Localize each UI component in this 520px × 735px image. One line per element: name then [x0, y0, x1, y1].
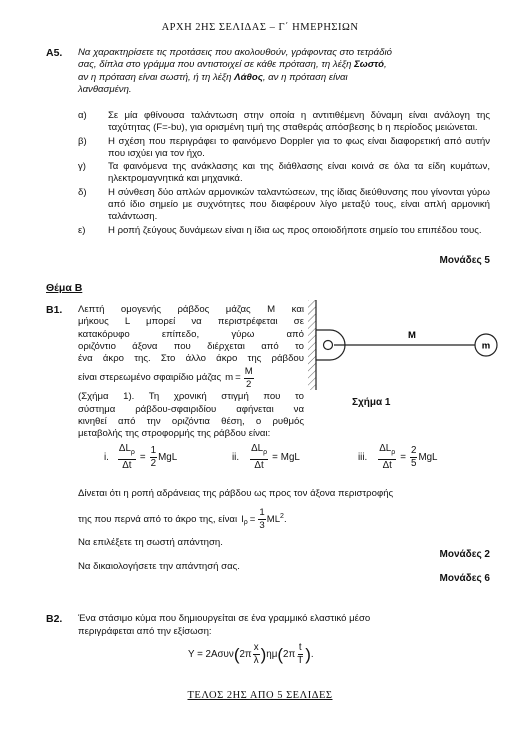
- b1-line: είναι στερεωμένο σφαιρίδιο μάζας: [78, 372, 222, 384]
- mass-fraction: [244, 366, 254, 391]
- statement-item: [78, 136, 490, 161]
- b1-line: μεταβολής της στροφορμής της ράβδου είναι:: [78, 428, 271, 440]
- statement-list: [78, 110, 490, 238]
- coef-fraction: [410, 445, 417, 470]
- x-over-lambda: [253, 642, 260, 667]
- question-a5-intro: [78, 47, 490, 96]
- fraction-numerator: x: [253, 642, 259, 653]
- pivot-axis: [324, 341, 333, 350]
- statement-text: Η ροπή ζεύγους δυνάμεων είναι η ίδια ως προς οποιοδήποτε σημείο του επιπέδου τους.: [108, 224, 482, 236]
- subscript: ρ: [130, 448, 135, 456]
- figure-caption: Σχήμα 1: [352, 397, 391, 408]
- fraction-numerator: 1: [259, 507, 265, 518]
- intro-comma: ,: [383, 59, 387, 71]
- subscript: ρ: [391, 448, 396, 456]
- statement-item: [78, 110, 490, 135]
- statement-text: Τα φαινόμενα της ανάκλασης και της διάθλασης είναι κοινά σε όλα τα είδη κυμάτων, ηλεκτρομαγνητικά και μηχανικά.: [108, 161, 490, 185]
- b1-given-line-2: της που περνά από το άκρο της, είναι I $_\rho$ = $\frac{1}{3}$ ML $^2$ .: [78, 507, 287, 531]
- rate-fraction: [250, 443, 268, 472]
- fraction-denominator: λ: [253, 655, 259, 666]
- inertia-symbol: I: [241, 514, 244, 525]
- option-label: i.: [104, 451, 109, 463]
- given-text: της που περνά από το άκρο της, είναι: [78, 514, 238, 525]
- b1-line: κατακόρυφο επίπεδο, γύρω από: [78, 328, 304, 340]
- option-value: MgL: [158, 451, 178, 463]
- page-footer: ΤΕΛΟΣ 2ΗΣ ΑΠΟ 5 ΣΕΛΙΔΕΣ: [187, 690, 333, 701]
- delta-l: ΔL: [379, 443, 392, 454]
- statement-label: α): [78, 110, 87, 121]
- wall-hatch: [308, 300, 316, 390]
- statement-text: Η σχέση που περιγράφει το φαινόμενο Doppler για το φως είναι διαφορετική από αυτήν που ισχύει για τον ήχο.: [108, 135, 490, 159]
- b1-marks-1: Μονάδες 2: [439, 549, 490, 560]
- b1-line: μήκους L μπορεί να περιστρέφεται σε: [78, 316, 304, 328]
- delta-t: Δt: [254, 459, 264, 471]
- b1-justify-instruction: Να δικαιολογήσετε την απάντησή σας.: [78, 561, 240, 572]
- b1-given-line-1: Δίνεται ότι η ροπή αδράνειας της ράβδου ως προς τον άξονα περιστροφής: [78, 488, 394, 499]
- option-i: i. $\frac{\Delta L_\rho}{\Delta t}$ = $\frac{1}{2}$ MgL: [104, 443, 178, 471]
- b2-line-1: Ένα στάσιμο κύμα που δημιουργείται σε ένα γραμμικό ελαστικό μέσο: [78, 613, 371, 624]
- inertia-fraction: [258, 507, 265, 532]
- wave-equation: Y = 2Aσυν ( 2π $\frac{x}{\lambda}$ ) ημ ( 2π $\frac{t}{T}$ ) .: [188, 642, 314, 666]
- b1-mass-line: είναι στερεωμένο σφαιρίδιο μάζας m = $\frac{M}{2}$: [78, 365, 253, 390]
- option-label: iii.: [358, 451, 368, 463]
- b1-marks-2: Μονάδες 6: [439, 573, 490, 584]
- intro-line-2: [78, 59, 490, 71]
- equation-lhs: Y = 2Aσυν: [188, 649, 234, 660]
- intro-line-1: Να χαρακτηρίσετε τις προτάσεις που ακολουθούν, γράφοντας στο τετράδιό: [78, 47, 392, 58]
- delta-l: ΔL: [118, 443, 131, 454]
- b1-text: [78, 304, 304, 441]
- b1-line: Λεπτή ομογενής ράβδος μάζας Μ και: [78, 304, 304, 315]
- inertia-value: ML: [266, 514, 281, 525]
- statement-item: [78, 225, 490, 237]
- statement-label: δ): [78, 186, 87, 198]
- subscript: ρ: [263, 448, 268, 456]
- intro-text: σας, δίπλα στο γράμμα που αντιστοιχεί σε κάθε πρόταση, τη λέξη: [78, 59, 355, 71]
- statement-text: Σε μία φθίνουσα ταλάντωση στην οποία η αντιτιθέμενη δύναμη είναι ανάλογη της ταχύτητας (F=-bυ), για ορισμένη τιμή της σταθεράς απόσβεσης b η περίοδος μειώνεται.: [108, 110, 490, 134]
- rod-mass-label: M: [408, 330, 416, 341]
- fraction-denominator: 5: [410, 457, 417, 469]
- fraction-numerator: 1: [150, 444, 157, 456]
- fraction-denominator: 2: [246, 378, 252, 390]
- section-title-theme-b: Θέμα Β: [46, 282, 83, 294]
- intro-correct-word: Σωστό: [354, 59, 384, 71]
- ball-mass-label: m: [481, 340, 491, 352]
- equation-factor: 2π: [283, 649, 296, 660]
- rate-fraction: [378, 443, 396, 472]
- statement-item: [78, 187, 490, 224]
- fraction-numerator: M: [244, 365, 253, 377]
- coef-fraction: [150, 445, 157, 470]
- intro-line-4: λανθασμένη.: [78, 83, 132, 95]
- b1-line: οριζόντιο άξονα που διέρχεται από το: [78, 340, 304, 352]
- figure-rod-pivot: [308, 300, 504, 390]
- option-ii: ii. $\frac{\Delta L_\rho}{\Delta t}$ = MgL: [232, 443, 300, 471]
- delta-l: ΔL: [251, 443, 264, 454]
- t-over-period: [296, 642, 304, 667]
- mass-symbol: m: [225, 372, 234, 384]
- superscript: 2: [280, 513, 284, 520]
- intro-wrong-word: Λάθος: [234, 71, 263, 83]
- b1-line: σύστημα ράβδου-σφαιριδίου αφήνεται να: [78, 403, 304, 415]
- b2-line-2: περιγράφεται από την εξίσωση:: [78, 626, 212, 637]
- fraction-denominator: T: [297, 655, 304, 666]
- b1-line: ένα άκρο της. Στο άλλο άκρο της ράβδου: [78, 353, 304, 365]
- option-label: ii.: [232, 451, 240, 463]
- question-a5-label: Α5.: [46, 47, 63, 59]
- fraction-denominator: 3: [259, 520, 265, 531]
- option-value: MgL: [418, 451, 438, 463]
- b1-line: κινηθεί από την οριζόντια θέση, ο ρυθμός: [78, 416, 304, 428]
- option-iii: iii. $\frac{\Delta L_\rho}{\Delta t}$ = $\frac{2}{5}$ MgL: [358, 443, 438, 471]
- delta-t: Δt: [382, 459, 392, 471]
- statement-text: Η σύνθεση δύο απλών αρμονικών ταλαντώσεων, της ίδιας διεύθυνσης που γίνονται γύρω από ίδιο σημείο με συχνότητες που διαφέρουν λίγο μεταξύ τους, είναι απλή αρμονική ταλάντωση.: [108, 186, 490, 223]
- page-header: ΑΡΧΗ 2ΗΣ ΣΕΛΙΔΑΣ – Γ΄ ΗΜΕΡΗΣΙΩΝ: [161, 22, 359, 33]
- fraction-numerator: t: [298, 642, 302, 653]
- question-b1-label: Β1.: [46, 304, 63, 316]
- intro-line-3: [78, 72, 490, 84]
- fraction-denominator: 2: [150, 457, 157, 469]
- statement-label: γ): [78, 161, 86, 173]
- question-b2-label: Β2.: [46, 613, 63, 625]
- statement-label: ε): [78, 224, 86, 236]
- rate-fraction: [118, 443, 136, 472]
- subscript: ρ: [243, 519, 248, 526]
- intro-text: αν η πρόταση είναι σωστή, ή τη λέξη: [78, 71, 235, 83]
- b1-line: (Σχήμα 1). Τη χρονική στιγμή που το: [78, 391, 304, 403]
- delta-t: Δt: [122, 459, 132, 471]
- statement-item: [78, 161, 490, 186]
- fraction-numerator: 2: [410, 444, 417, 456]
- statement-label: β): [78, 135, 87, 147]
- equation-sine: ημ: [266, 649, 278, 660]
- b1-choose-instruction: Να επιλέξετε τη σωστή απάντηση.: [78, 537, 223, 548]
- option-value: MgL: [280, 451, 300, 463]
- a5-marks: Μονάδες 5: [439, 255, 490, 266]
- intro-text: , αν η πρόταση είναι: [262, 71, 348, 83]
- equation-factor: 2π: [239, 649, 252, 660]
